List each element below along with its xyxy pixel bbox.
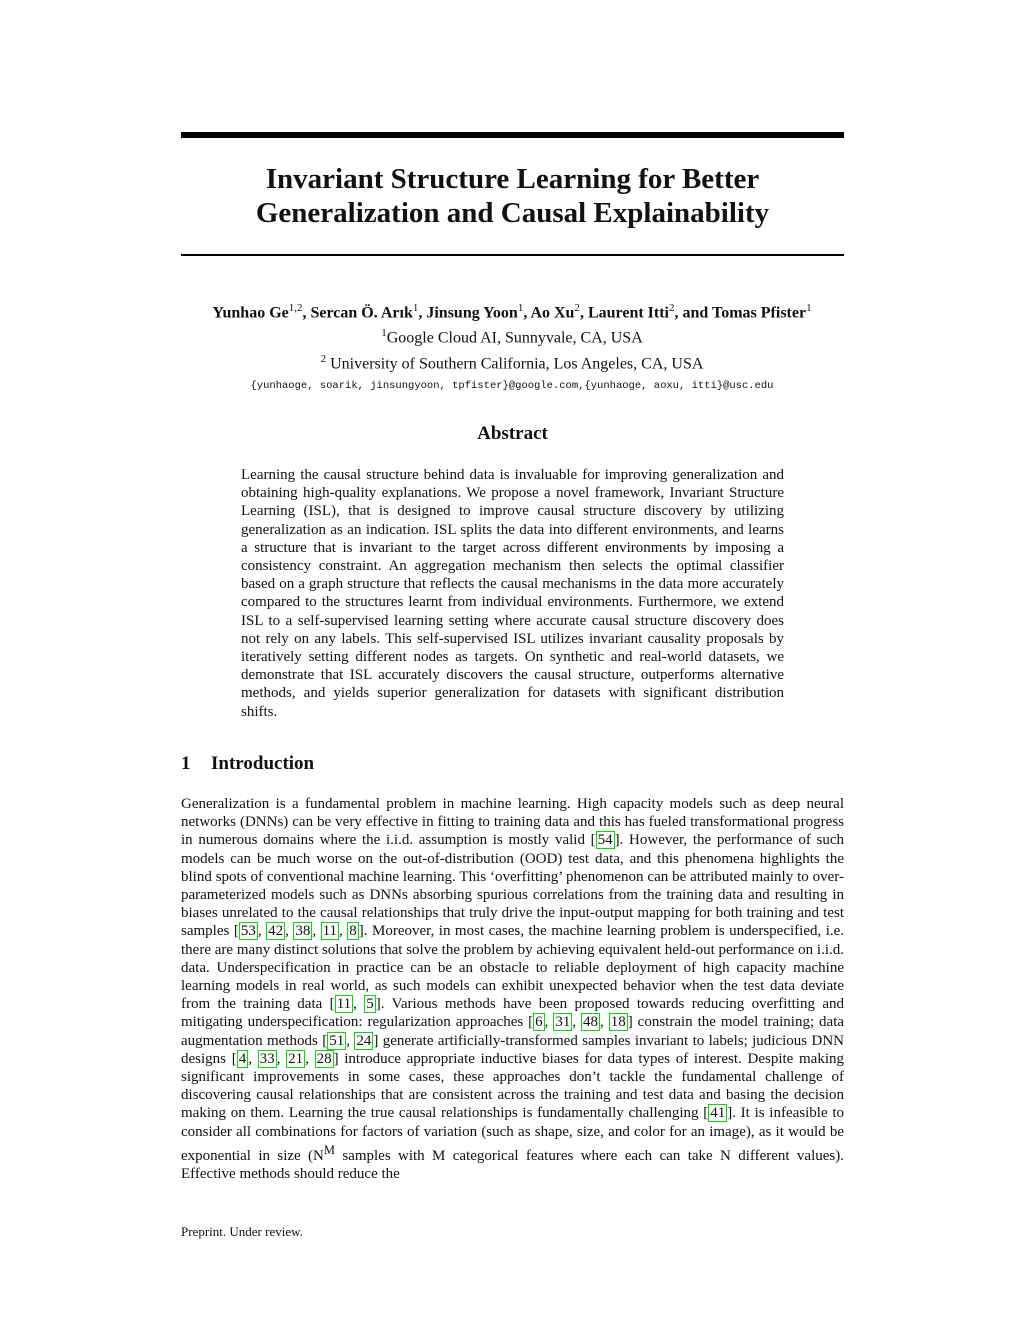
intro-text-run: ]. It is infeasible to consider all combinations for factors of variation (such as shape, size, and color for an image), as it would be exponential in size (N [181, 1105, 844, 1164]
author-block [150, 298, 874, 396]
intro-text-run: , [305, 1050, 315, 1067]
author-affiliation-marker: 2 [574, 302, 580, 314]
author-list [150, 298, 874, 323]
author-separator: , [579, 304, 588, 322]
title-bottom-rule [181, 254, 844, 256]
citation-link[interactable]: 41 [710, 1105, 726, 1122]
intro-text-run: , [257, 923, 267, 940]
citation-link[interactable]: 42 [268, 923, 284, 940]
intro-text-run: , [346, 1032, 355, 1049]
section-title: Introduction [211, 753, 315, 774]
author-separator: , [523, 304, 531, 322]
citation-link[interactable]: 21 [288, 1050, 304, 1067]
author-name: Laurent Itti [587, 304, 669, 322]
introduction-paragraph [181, 795, 844, 1183]
intro-text-run: Generalization is a fundamental problem in machine learning. High capacity models such as deep neural networks (DNNs) can be very effective in fitting to training data and this has fueled transformational progress in numerous domains where the i.i.d. assumption is mostly valid [ [181, 796, 844, 849]
abstract-text: Learning the causal structure behind data is invaluable for improving generalization and obtaining high-quality explanations. We propose a novel framework, Invariant Structure Learning (ISL), that is designed to improve causal structure discovery by utilizing generalization as an indication. ISL splits the data into different environments, and learns a structure that is invariant to the target across different environments by imposing a consistency constraint. An aggregation mechanism then selects the optimal classifier based on a graph structure that reflects the causal mechanisms in the data more accurately compared to the structures learnt from individual environments. Furthermore, we extend ISL to a self-supervised learning setting where accurate causal structure discovery does not rely on any labels. This self-supervised ISL utilizes invariant causality proposals by iteratively setting different nodes as targets. On synthetic and real-world datasets, we demonstrate that ISL accurately discovers the causal structure, outperforms alternative methods, and yields superior generalization for datasets with significant distribution shifts. [241, 467, 784, 720]
intro-text-run: ] introduce appropriate inductive biases for data types of interest. Despite making significant improvements in some cases, these approaches don’t tackle the fundamental challenge of discovering causal relationships that are consistent across the training and test data and basing the decision making on them. Learning the true causal relationships is fundamentally challenging [ [181, 1050, 845, 1122]
author-name: Ao Xu [530, 304, 575, 322]
citation-link[interactable]: 48 [583, 1014, 599, 1031]
affiliation-text: University of Southern California, Los Angeles, CA, USA [326, 354, 704, 372]
affiliation-list [150, 323, 874, 374]
author-emails: {yunhaoge, soarik, jinsungyoon, tpfister}@google.com,{yunhaoge, aoxu, itti}@usc.edu [250, 379, 774, 392]
citation-link[interactable]: 5 [366, 996, 374, 1013]
affiliation-marker: 1 [381, 327, 387, 340]
citation-link[interactable]: 11 [336, 996, 352, 1013]
citation-link[interactable]: 4 [238, 1050, 247, 1067]
author-name: Tomas Pfister [712, 304, 807, 322]
intro-text-run: ] generate artificially-transformed samples invariant to labels; judicious DNN designs [ [181, 1032, 845, 1067]
author-affiliation-marker: 2 [669, 302, 675, 314]
intro-text-run: ]. However, the performance of such models can be much worse on the out-of-distribution (OOD) test data, and this phenomena highlights the blind spots of conventional machine learning. This ‘overfitting’ phenomenon can be attributed mainly to over-parameterized models such as DNNs absorbing spurious correlations from the training data and resulting in biases unrelated to the causal relationships that truly drive the input-output mapping for both training and test samples [ [181, 832, 844, 940]
intro-text-run: , [353, 996, 365, 1013]
intro-text-run: , [572, 1014, 582, 1031]
citation-link[interactable]: 28 [316, 1050, 332, 1067]
intro-text-run: , [600, 1014, 609, 1031]
affiliation-text: Google Cloud AI, Sunnyvale, CA, USA [386, 329, 643, 347]
citation-link[interactable]: 8 [349, 923, 357, 940]
title-line-2: Generalization and Causal Explainability [255, 197, 770, 229]
citation-link[interactable]: 38 [295, 923, 311, 940]
page-footer: Preprint. Under review. [181, 1224, 303, 1239]
citation-link[interactable]: 6 [535, 1014, 543, 1031]
paper-title [181, 162, 844, 230]
author-separator: , and [674, 304, 713, 322]
citation-link[interactable]: 33 [259, 1050, 275, 1067]
abstract-heading: Abstract [477, 423, 548, 444]
author-affiliation-marker: 1,2 [288, 302, 303, 314]
section-number: 1 [181, 753, 191, 774]
intro-text-run: , [312, 923, 321, 940]
title-line-1: Invariant Structure Learning for Better [265, 163, 760, 195]
intro-text-run: , [276, 1050, 287, 1067]
intro-text-run: ]. Various methods have been proposed towards reducing overfitting and mitigating underspecification: regularization approaches [ [181, 996, 844, 1031]
title-top-rule [181, 132, 844, 138]
affiliation-line [150, 323, 874, 348]
citation-link[interactable]: 53 [240, 923, 256, 940]
citation-link[interactable]: 11 [322, 923, 338, 940]
superscript: M [323, 1142, 335, 1157]
affiliation-line [150, 349, 874, 374]
intro-text-run: , [544, 1014, 554, 1031]
citation-link[interactable]: 31 [555, 1014, 571, 1031]
intro-text-run: ]. Moreover, in most cases, the machine learning problem is underspecified, i.e. there are many distinct solutions that solve the problem by achieving equivalent held-out performance on i.i.d. data. Underspecification in practice can be an obstacle to reliable deployment of high capacity machine learning models in real world, as such models can exhibit unexpected behavior when the test data deviate from the training data [ [181, 923, 845, 1013]
citation-link[interactable]: 18 [610, 1014, 626, 1031]
intro-text-run: , [248, 1050, 258, 1067]
author-name: Jinsung Yoon [426, 304, 518, 322]
author-name: Yunhao Ge [212, 304, 289, 322]
author-name: Sercan Ö. Arık [310, 304, 413, 322]
intro-text-run: , [339, 923, 348, 940]
intro-text-run: ] constrain the model training; data augmentation methods [ [181, 1014, 845, 1049]
author-affiliation-marker: 1 [412, 302, 419, 314]
author-affiliation-marker: 1 [517, 302, 524, 314]
citation-link[interactable]: 51 [329, 1032, 345, 1049]
affiliation-marker: 2 [320, 352, 327, 365]
section-heading-introduction [181, 753, 314, 775]
intro-text-run: , [285, 923, 294, 940]
author-separator: , [302, 304, 311, 322]
citation-link[interactable]: 54 [597, 832, 613, 849]
author-separator: , [418, 304, 427, 322]
author-affiliation-marker: 1 [806, 302, 812, 314]
intro-text-run: samples with M categorical features where each can take N different values). Effective methods should reduce the [181, 1147, 844, 1183]
citation-link[interactable]: 24 [356, 1032, 372, 1049]
